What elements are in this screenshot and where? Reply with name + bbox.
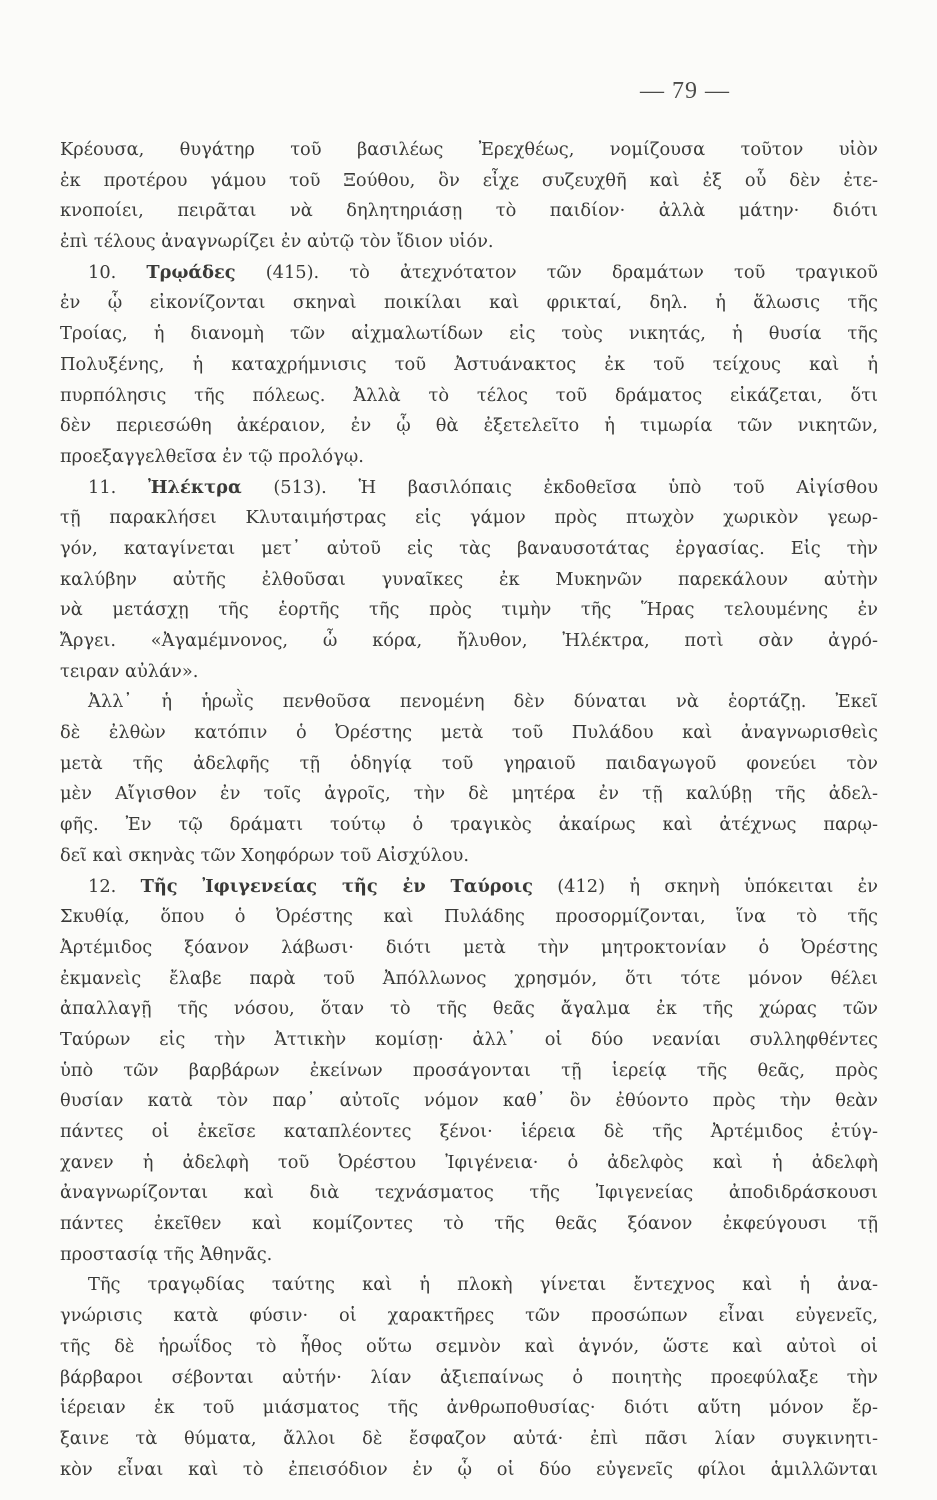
text-line [60,1086,878,1117]
text-run: μετὰ τῆς ἀδελφῆς τῇ ὁδηγίᾳ τοῦ γηραιοῦ παιδαγωγοῦ φονεύει τὸν [60,752,878,774]
text-run: γνώρισις κατὰ φύσιν· οἱ χαρακτῆρες τῶν προσώπων εἶναι εὐγενεῖς, [60,1305,878,1327]
bold-title: Τρῳάδες [146,261,236,283]
text-line [60,196,878,227]
text-line [60,442,878,473]
text-run: ἀναγνωρίζονται καὶ διὰ τεχνάσματος τῆς Ἰφιγενείας ἀποδιδράσκουσι [60,1182,878,1204]
text-line [60,1117,878,1148]
text-line [60,810,878,841]
text-line [60,657,878,688]
text-line [60,135,878,166]
bold-title: Ἠλέκτρα [147,476,242,498]
text-line [60,1178,878,1209]
text-run: χανεν ἡ ἀδελφὴ τοῦ Ὀρέστου Ἰφιγένεια· ὁ ἀδελφὸς καὶ ἡ ἀδελφὴ [60,1151,878,1173]
bold-title: Τῆς Ἰφιγενείας τῆς ἐν Ταύροις [140,875,533,897]
text-run: φῆς. Ἐν τῷ δράματι τούτῳ ὁ τραγικὸς ἀκαίρως καὶ ἀτέχνως παρῳ- [60,814,878,836]
text-line [60,718,878,749]
text-run: προεξαγγελθεῖσα ἐν τῷ προλόγῳ. [60,445,364,467]
text-line [60,779,878,810]
text-run: τειραν αὐλάν». [60,660,199,682]
text-run: νὰ μετάσχῃ τῆς ἑορτῆς τῆς πρὸς τιμὴν τῆς Ἥρας τελουμένης ἐν [60,599,878,621]
text-run: 10. [88,261,147,283]
text-run: πάντες ἐκεῖθεν καὶ κομίζοντες τὸ τῆς θεᾶς ξόανον ἐκφεύγουσι τῇ [60,1213,878,1235]
text-run: Σκυθίᾳ, ὅπου ὁ Ὀρέστης καὶ Πυλάδης προσορμίζονται, ἵνα τὸ τῆς [60,906,878,928]
text-line [60,381,878,412]
text-run: καλύβην αὐτῆς ἐλθοῦσαι γυναῖκες ἐκ Μυκηνῶν παρεκάλουν αὐτὴν [60,568,878,590]
text-run: Πολυξένης, ἡ καταχρήμνισις τοῦ Ἀστυάνακτος ἐκ τοῦ τείχους καὶ ἡ [60,353,878,375]
text-line [60,994,878,1025]
text-line [60,841,878,872]
text-run: (412) ἡ σκηνὴ ὑπόκειται ἐν [532,875,878,897]
text-line [60,1393,878,1424]
text-line [60,503,878,534]
page-body [60,135,878,1485]
text-line [60,1056,878,1087]
text-line [60,473,878,504]
paragraph [60,135,878,258]
text-run: Ἀλλ᾽ ἡ ἡρωῒς πενθοῦσα πενομένη δὲν δύναται νὰ ἑορτάζῃ. Ἐκεῖ [88,691,878,713]
text-line [60,1270,878,1301]
text-run: δὲ ἐλθὼν κατόπιν ὁ Ὀρέστης μετὰ τοῦ Πυλάδου καὶ ἀναγνωρισθεὶς [60,722,878,744]
text-line [60,595,878,626]
text-line [60,288,878,319]
text-line [60,411,878,442]
text-run: τῇ παρακλήσει Κλυταιμήστρας εἰς γάμον πρὸς πτωχὸν χωρικὸν γεωρ- [60,507,878,529]
text-line [60,933,878,964]
paragraph [60,687,878,871]
text-run: ξαινε τὰ θύματα, ἄλλοι δὲ ἔσφαζον αὐτά· ἐπὶ πᾶσι λίαν συγκινητι- [60,1427,878,1449]
text-line [60,319,878,350]
text-run: πυρπόλησις τῆς πόλεως. Ἀλλὰ τὸ τέλος τοῦ δράματος εἰκάζεται, ὅτι [60,384,878,406]
text-run: Τροίας, ἡ διανομὴ τῶν αἰχμαλωτίδων εἰς τοὺς νικητάς, ἡ θυσία τῆς [60,323,878,345]
text-run: ἐν ᾧ εἰκονίζονται σκηναὶ ποικίλαι καὶ φρικταί, δηλ. ἡ ἅλωσις τῆς [60,292,878,314]
text-run: ἐκ προτέρου γάμου τοῦ Ξούθου, ὃν εἶχε συζευχθῆ καὶ ἐξ οὗ δὲν ἐτε- [60,169,878,191]
text-line [60,964,878,995]
text-run: δὲν περιεσώθη ἀκέραιον, ἐν ᾧ θὰ ἐξετελεῖτο ἡ τιμωρία τῶν νικητῶν, [60,415,878,437]
text-run: ἐκμανεὶς ἔλαβε παρὰ τοῦ Ἀπόλλωνος χρησμόν, ὅτι τότε μόνον θέλει [60,967,878,989]
paragraph [60,872,878,1271]
text-run: βάρβαροι σέβονται αὐτήν· λίαν ἀξιεπαίνως ὁ ποιητὴς προεφύλαξε τὴν [60,1366,878,1388]
text-run: πάντες οἱ ἐκεῖσε καταπλέοντες ξένοι· ἱέρεια δὲ τῆς Ἀρτέμιδος ἐτύγ- [60,1121,878,1142]
paragraph [60,473,878,688]
text-line [60,565,878,596]
text-line [60,1148,878,1179]
text-line [60,534,878,565]
text-line [60,1455,878,1486]
text-line [60,749,878,780]
text-run: κὸν εἶναι καὶ τὸ ἐπεισόδιον ἐν ᾧ οἱ δύο εὐγενεῖς φίλοι ἁμιλλῶνται [60,1458,878,1480]
text-run: τῆς δὲ ἡρωΐδος τὸ ἦθος οὕτω σεμνὸν καὶ ἁγνόν, ὥστε καὶ αὐτοὶ οἱ [60,1335,878,1357]
text-line [60,872,878,903]
text-line [60,350,878,381]
text-run: γόν, καταγίνεται μετ᾽ αὐτοῦ εἰς τὰς βαναυσοτάτας ἐργασίας. Εἰς τὴν [60,537,878,559]
text-line [60,227,878,258]
text-run: προστασίᾳ τῆς Ἀθηνᾶς. [60,1243,273,1265]
text-run: (513). Ἡ βασιλόπαις ἐκδοθεῖσα ὑπὸ τοῦ Αἰγίσθου [241,476,879,498]
text-run: Ἄργει. «Ἀγαμέμνονος, ὦ κόρα, ἤλυθον, Ἠλέκτρα, ποτὶ σὰν ἀγρό- [60,630,878,651]
text-line [60,258,878,289]
text-run: ἐπὶ τέλους ἀναγνωρίζει ἐν αὐτῷ τὸν ἴδιον υἱόν. [60,231,494,253]
text-run: κνοποίει, πειρᾶται νὰ δηλητηριάσῃ τὸ παιδίον· ἀλλὰ μάτην· διότι [60,200,878,222]
text-line [60,1363,878,1394]
text-line [60,1332,878,1363]
text-run: (415). τὸ ἀτεχνότατον τῶν δραμάτων τοῦ τραγικοῦ [235,261,878,283]
text-run: μὲν Αἴγισθον ἐν τοῖς ἀγροῖς, τὴν δὲ μητέρα ἐν τῇ καλύβῃ τῆς ἀδελ- [60,783,878,805]
text-run: Ἀρτέμιδος ξόανον λάβωσι· διότι μετὰ τὴν μητροκτονίαν ὁ Ὀρέστης [60,936,878,958]
text-run: θυσίαν κατὰ τὸν παρ᾽ αὐτοῖς νόμον καθ᾽ ὃν ἐθύοντο πρὸς τὴν θεὰν [60,1090,878,1112]
text-run: 11. [88,476,148,498]
text-line [60,166,878,197]
text-line [60,626,878,657]
page-number: — 79 — [640,78,730,104]
paragraph [60,258,878,473]
text-run: ἱέρειαν ἐκ τοῦ μιάσματος τῆς ἀνθρωποθυσίας· διότι αὕτη μόνον ἔρ- [60,1397,878,1419]
text-run: Ταύρων εἰς τὴν Ἀττικὴν κομίσῃ· ἀλλ᾽ οἱ δύο νεανίαι συλληφθέντες [60,1028,878,1050]
text-run: Κρέουσα, θυγάτηρ τοῦ βασιλέως Ἐρεχθέως, νομίζουσα τοῦτον υἱὸν [60,139,878,160]
text-run: δεῖ καὶ σκηνὰς τῶν Χοηφόρων τοῦ Αἰσχύλου. [60,844,469,866]
text-line [60,1424,878,1455]
text-line [60,1301,878,1332]
text-run: ἀπαλλαγῇ τῆς νόσου, ὅταν τὸ τῆς θεᾶς ἄγαλμα ἐκ τῆς χώρας τῶν [60,998,878,1020]
text-run: 12. [88,875,141,897]
text-line [60,1025,878,1056]
text-line [60,1209,878,1240]
text-run: ὑπὸ τῶν βαρβάρων ἐκείνων προσάγονται τῇ ἱερείᾳ τῆς θεᾶς, πρὸς [60,1059,878,1081]
text-run: Τῆς τραγῳδίας ταύτης καὶ ἡ πλοκὴ γίνεται ἔντεχνος καὶ ἡ ἀνα- [88,1274,878,1296]
text-line [60,1240,878,1271]
text-line [60,902,878,933]
text-line [60,687,878,718]
paragraph [60,1270,878,1485]
